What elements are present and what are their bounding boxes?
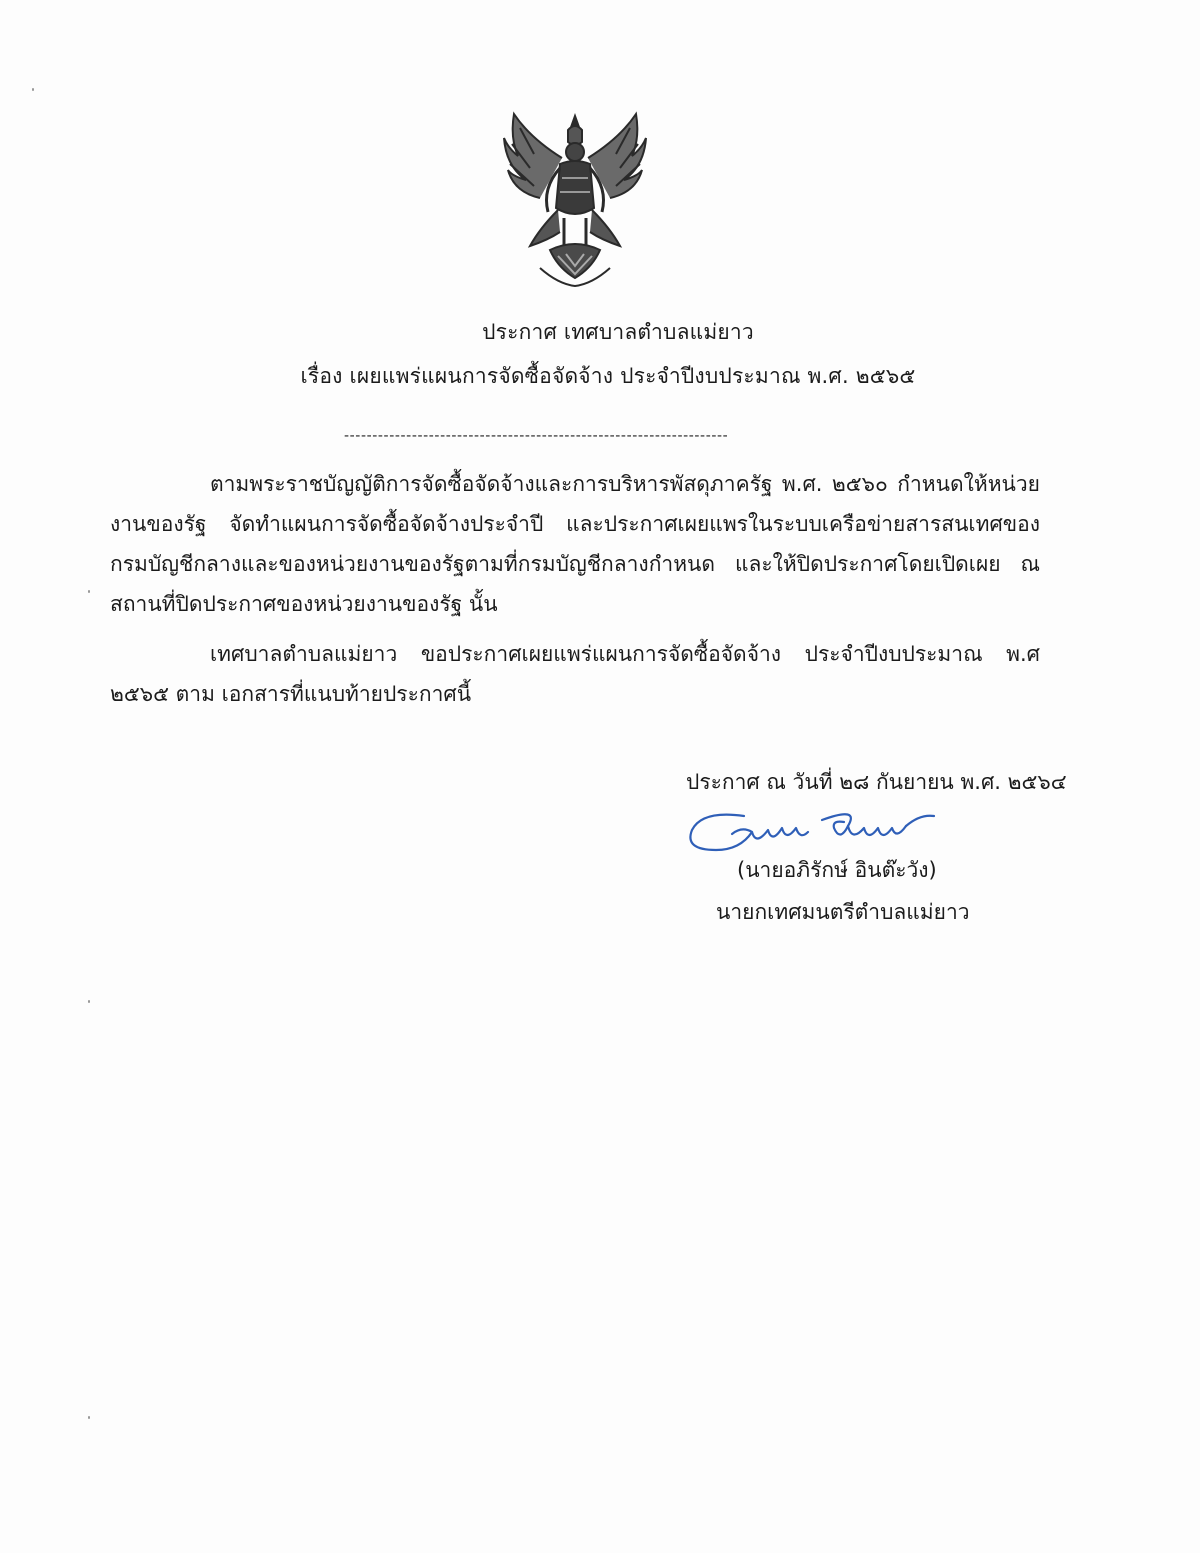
body-paragraph-1: ตามพระราชบัญญัติการจัดซื้อจัดจ้างและการบริหารพัสดุภาครัฐ พ.ศ. ๒๕๖๐ กำหนดให้หน่วยงานของรัฐ จัดทำแผนการจัดซื้อจัดจ้างประจำปี และประกาศเผยแพรในระบบเครือข่ายสารสนเทศของกรมบัญชีกลางและของหน่วยงานของรัฐตามที่กรมบัญชีกลางกำหนด และให้ปิดประกาศโดยเปิดเผย ณ สถานที่ปิดประกาศของหน่วยงานของรัฐ นั้น bbox=[110, 472, 1040, 616]
announcement-title: ประกาศ เทศบาลตำบลแม่ยาว bbox=[482, 320, 754, 344]
body-paragraph-2: เทศบาลตำบลแม่ยาว ขอประกาศเผยแพร่แผนการจัดซื้อจัดจ้าง ประจำปีงบประมาณ พ.ศ ๒๕๖๕ ตาม เอกสารที่แนบท้ายประกาศนี้ bbox=[110, 642, 1040, 706]
signer-title: นายกเทศมนตรีตำบลแม่ยาว bbox=[716, 900, 970, 924]
divider-line: -------------------------------------------------------------------- bbox=[344, 428, 729, 444]
announcement-date: ประกาศ ณ วันที่ ๒๘ กันยายน พ.ศ. ๒๕๖๔ bbox=[686, 770, 1067, 794]
garuda-emblem-icon bbox=[500, 108, 650, 288]
announcement-subject: เรื่อง เผยแพร่แผนการจัดซื้อจัดจ้าง ประจำปีงบประมาณ พ.ศ. ๒๕๖๕ bbox=[300, 364, 916, 388]
scan-speck bbox=[88, 1000, 90, 1003]
scan-speck bbox=[32, 88, 34, 91]
scan-speck bbox=[88, 1416, 90, 1419]
scan-speck bbox=[88, 590, 90, 593]
signer-name: (นายอภิรักษ์ อินต๊ะวัง) bbox=[737, 858, 937, 882]
